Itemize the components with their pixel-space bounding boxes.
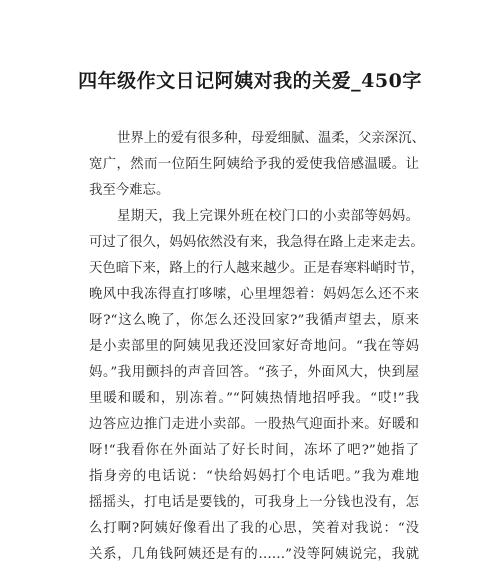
paragraph-2-line-8: 里暖和暖和，别冻着。”“阿姨热情地招呼我。“哎!”我 — [89, 391, 419, 406]
paragraph-1-line-3: 我至今难忘。 — [89, 183, 170, 198]
paragraph-2-line-7: 妈。”我用颤抖的声音回答。“孩子，外面风大，快到屋 — [89, 365, 419, 380]
paragraph-2-line-11: 指身旁的电话说：“快给妈妈打个电话吧。”我为难地 — [89, 469, 419, 484]
paragraph-2-line-12: 摇摇头，打电话是要钱的，可我身上一分钱也没有，怎 — [89, 495, 419, 510]
paragraph-2-line-1: 星期天，我上完课外班在校门口的小卖部等妈妈。 — [117, 209, 419, 224]
paragraph-1-line-2: 宽广，然而一位陌生阿姨给予我的爱使我倍感温暖。让 — [89, 157, 419, 172]
paragraph-2-line-3: 天色暗下来，路上的行人越来越少。正是春寒料峭时节， — [89, 261, 424, 276]
document-body — [89, 126, 425, 568]
paragraph-2-line-2: 可过了很久，妈妈依然没有来，我急得在路上走来走去。 — [89, 235, 424, 250]
paragraph-2-line-13: 么打啊?阿姨好像看出了我的心思，笑着对我说：“没 — [89, 521, 419, 536]
paragraph-2-line-10: 呀!“我看你在外面站了好长时间，冻坏了吧?”她指了 — [89, 443, 419, 458]
paragraph-2-line-5: 呀?“这么晚了，你怎么还没回家?”我循声望去，原来 — [89, 313, 419, 328]
paragraph-1-line-1: 世界上的爱有很多种，母爱细腻、温柔，父亲深沉、 — [117, 131, 425, 146]
document-title: 四年级作文日记阿姨对我的关爱_450字 — [78, 70, 422, 92]
paragraph-2-line-9: 边答应边推门走进小卖部。一股热气迎面扑来。好暖和 — [89, 417, 419, 432]
paragraph-2-line-4: 晚风中我冻得直打哆嗦，心里埋怨着：妈妈怎么还不来 — [89, 287, 419, 302]
paragraph-2-line-6: 是小卖部里的阿姨见我还没回家好奇地问。“我在等妈 — [89, 339, 419, 354]
paragraph-2-line-14: 关系，几角钱阿姨还是有的……”没等阿姨说完，我就 — [89, 547, 419, 562]
